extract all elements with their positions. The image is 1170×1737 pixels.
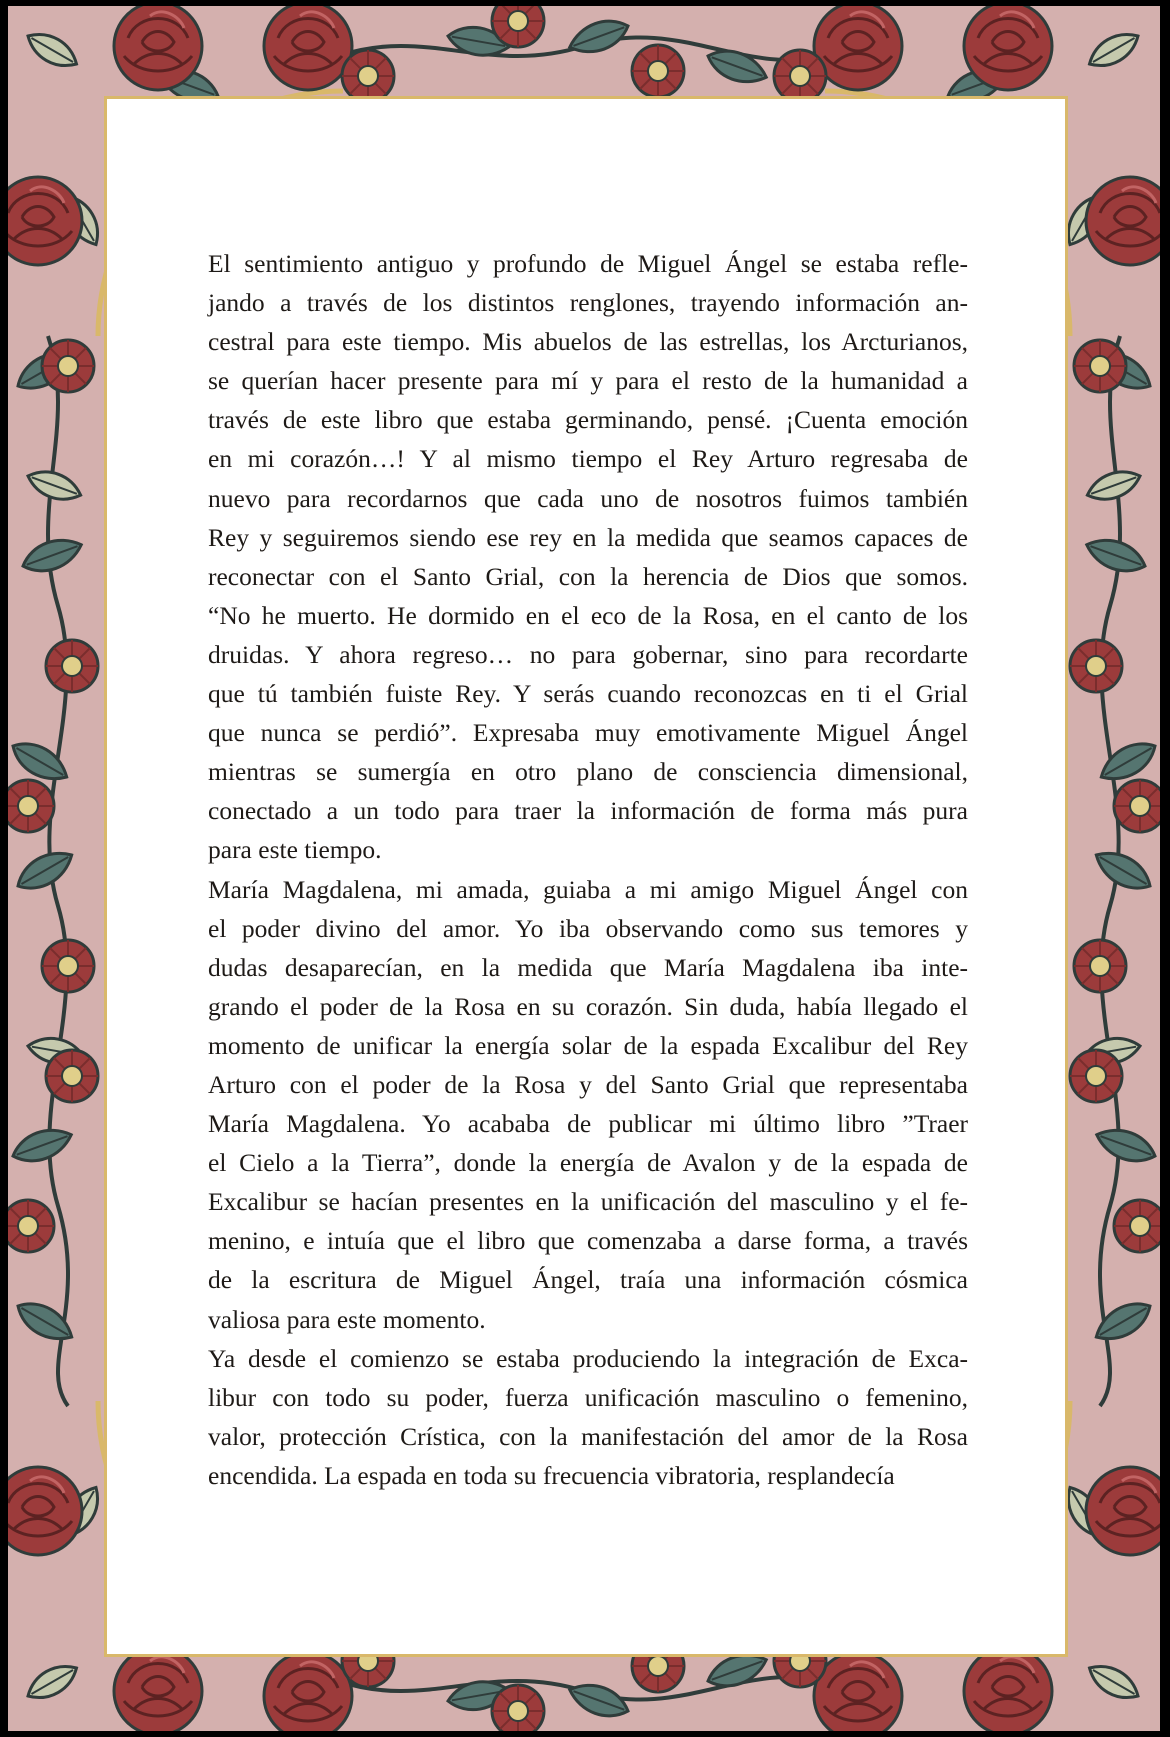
text-line: el Cielo a la Tierra”, donde la energía de Avalon y de la espada de xyxy=(208,1148,968,1178)
text-line: grando el poder de la Rosa en su corazón. Sin duda, había llegado el xyxy=(208,991,968,1021)
text-line: valiosa para este momento. xyxy=(208,1304,486,1334)
text-line: para este tiempo. xyxy=(208,835,382,865)
text-line: el poder divino del amor. Yo iba observando como sus temores y xyxy=(208,913,968,943)
body-text xyxy=(208,244,968,1495)
paragraph xyxy=(208,1339,968,1495)
paragraph xyxy=(208,870,968,1339)
text-line: encendida. La espada en toda su frecuencia vibratoria, resplandecía xyxy=(208,1460,895,1490)
text-line: reconectar con el Santo Grial, con la herencia de Dios que somos. xyxy=(208,561,968,591)
text-line: Excalibur se hacían presentes en la unificación del masculino y el fe- xyxy=(208,1187,968,1217)
text-line: que tú también fuiste Rey. Y serás cuando reconozcas en ti el Grial xyxy=(208,679,968,709)
text-line: Ya desde el comienzo se estaba produciendo la integración de Exca- xyxy=(208,1343,968,1373)
text-line: de la escritura de Miguel Ángel, traía una información cósmica xyxy=(208,1265,968,1295)
text-line: “No he muerto. He dormido en el eco de la Rosa, en el canto de los xyxy=(208,600,968,630)
text-line: El sentimiento antiguo y profundo de Miguel Ángel se estaba refle- xyxy=(208,249,968,278)
text-line: mientras se sumergía en otro plano de consciencia dimensional, xyxy=(208,757,968,787)
text-line: Rey y seguiremos siendo ese rey en la medida que seamos capaces de xyxy=(208,522,968,552)
text-line: través de este libro que estaba germinando, pensé. ¡Cuenta emoción xyxy=(208,405,968,435)
text-line: en mi corazón…! Y al mismo tiempo el Rey Arturo regresaba de xyxy=(208,444,968,474)
text-line: libur con todo su poder, fuerza unificación masculino o femenino, xyxy=(208,1382,968,1412)
text-line: María Magdalena, mi amada, guiaba a mi amigo Miguel Ángel con xyxy=(208,874,968,904)
text-line: menino, e intuía que el libro que comenzaba a darse forma, a través xyxy=(208,1226,968,1256)
text-line: dudas desaparecían, en la medida que María Magdalena iba inte- xyxy=(208,952,968,982)
text-line: jando a través de los distintos renglones, trayendo información an- xyxy=(208,288,968,318)
text-line: se querían hacer presente para mí y para el resto de la humanidad a xyxy=(208,366,968,396)
paragraph xyxy=(208,244,968,870)
text-line: conectado a un todo para traer la información de forma más pura xyxy=(208,796,968,826)
text-line: druidas. Y ahora regreso… no para gobernar, sino para recordarte xyxy=(208,639,968,669)
text-line: María Magdalena. Yo acababa de publicar mi último libro ”Traer xyxy=(208,1109,968,1139)
text-line: que nunca se perdió”. Expresaba muy emotivamente Miguel Ángel xyxy=(208,718,968,748)
text-line: nuevo para recordarnos que cada uno de nosotros fuimos también xyxy=(208,483,968,513)
text-line: Arturo con el poder de la Rosa y del Santo Grial que representaba xyxy=(208,1069,968,1099)
text-line: valor, protección Crística, con la manifestación del amor de la Rosa xyxy=(208,1421,968,1451)
text-line: cestral para este tiempo. Mis abuelos de las estrellas, los Arcturianos, xyxy=(208,327,968,357)
text-line: momento de unificar la energía solar de la espada Excalibur del Rey xyxy=(208,1030,968,1060)
